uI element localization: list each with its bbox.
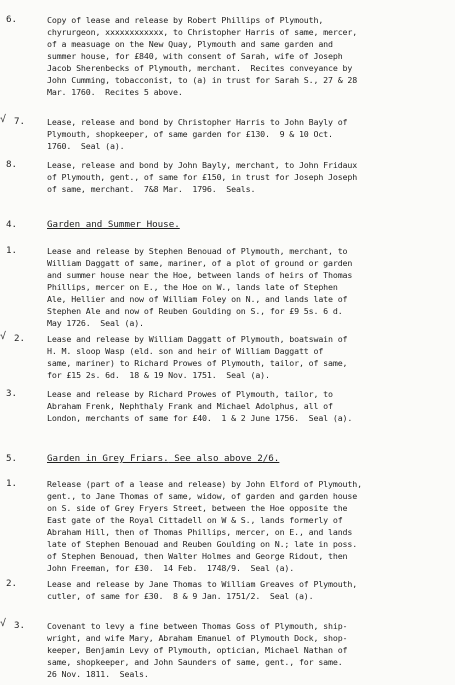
entry-number: 1. [6, 245, 18, 256]
entry-number: 2. [14, 333, 26, 344]
entry-number: 5. [6, 453, 18, 464]
entry-text: Lease and release by Richard Prowes of Plymouth, tailor, to Abraham Frenk, Nephthaly Frank and Michael Adolphus, all of London, merchants of same for £40. 1 & 2 June 1756. Seal (a). [47, 389, 353, 423]
entry-number: 2. [6, 578, 18, 589]
check-mark-icon: √ [0, 331, 7, 342]
entry-text: Lease and release by Jane Thomas to William Greaves of Plymouth, cutler, of same for £30. 8 & 9 Jan. 1751/2. Seal (a). [47, 579, 358, 601]
entry-text: Lease and release by William Daggatt of Plymouth, boatswain of H. M. sloop Wasp (eld. son and heir of William Daggatt of same, mariner) to Richard Prowes of Plymouth, tailor, of same, for £15 2s. 6d. 18 & 19 Nov. 1751. Seal (a). [47, 334, 348, 380]
entry-number: 6. [6, 14, 18, 25]
entry-number: 7. [14, 116, 26, 127]
section-heading-note: See also above 2/6. [168, 453, 280, 464]
entry-text: Lease, release and bond by John Bayly, merchant, to John Fridaux of Plymouth, gent., of same for £150, in trust for Joseph Joseph of same, merchant. 7&8 Mar. 1796. Seals. [47, 160, 358, 194]
entry-number: 4. [6, 219, 18, 230]
section-heading: Garden in Grey Friars. See also above 2/6. [47, 453, 280, 464]
entry-text: Lease and release by Stephen Benouad of Plymouth, merchant, to William Daggatt of same, mariner, of a plot of ground or garden and summer house near the Hoe, between lands of heirs of Thomas Phillips, mercer on E., the Hoe on W., lands late of Stephen Ale, Hellier and now of William Foley on N., and lands late of Stephen Ale and now of Reuben Goulding on S., for £9 5s. 6 d. May 1726. Seal (a). [47, 246, 353, 328]
entry-text: Lease, release and bond by Christopher Harris to John Bayly of Plymouth, shopkeeper, of same garden for £130. 9 & 10 Oct. 1760. Seal (a). [47, 117, 348, 151]
entry-text: Covenant to levy a fine between Thomas Goss of Plymouth, ship- wright, and wife Mary, Abraham Emanuel of Plymouth Dock, shop- keeper, Benjamin Levy of Plymouth, optician, Michael Nathan of same, shopkeeper, and John Saunders of same, gent., for same. 26 Nov. 1811. Seals. [47, 621, 348, 679]
entry-number: 3. [14, 620, 26, 631]
entry-number: 3. [6, 388, 18, 399]
section-heading: Garden and Summer House. [47, 219, 180, 230]
entry-text: Release (part of a lease and release) by John Elford of Plymouth, gent., to Jane Thomas of same, widow, of garden and garden house on S. side of Grey Fryers Street, between the Hoe opposite the East gate of the Royal Cittadell on W & S., lands formerly of Abraham Hill, then of Thomas Phillips, mercer, on E., and lands late of Stephen Benouad and Reuben Goulding on N.; late in poss. of Stephen Benouad, then Walter Holmes and George Ridout, then John Freeman, for £30. 14 Feb. 1748/9. Seal (a). [47, 479, 362, 573]
entry-number: 1. [6, 478, 18, 489]
entry-text: Copy of lease and release by Robert Phillips of Plymouth, chyrurgeon, xxxxxxxxxxxx, to Christopher Harris of same, mercer, of a measuage on the New Quay, Plymouth and same garden and summer house, for £840, with consent of Sarah, wife of Joseph Jacob Sherenbecks of Plymouth, merchant. Recites conveyance by John Cumming, tobacconist, to (a) in trust for Sarah S., 27 & 28 Mar. 1760. Recites 5 above. [47, 15, 358, 97]
check-mark-icon: √ [0, 618, 7, 629]
check-mark-icon: √ [0, 114, 7, 125]
entry-number: 8. [6, 159, 18, 170]
